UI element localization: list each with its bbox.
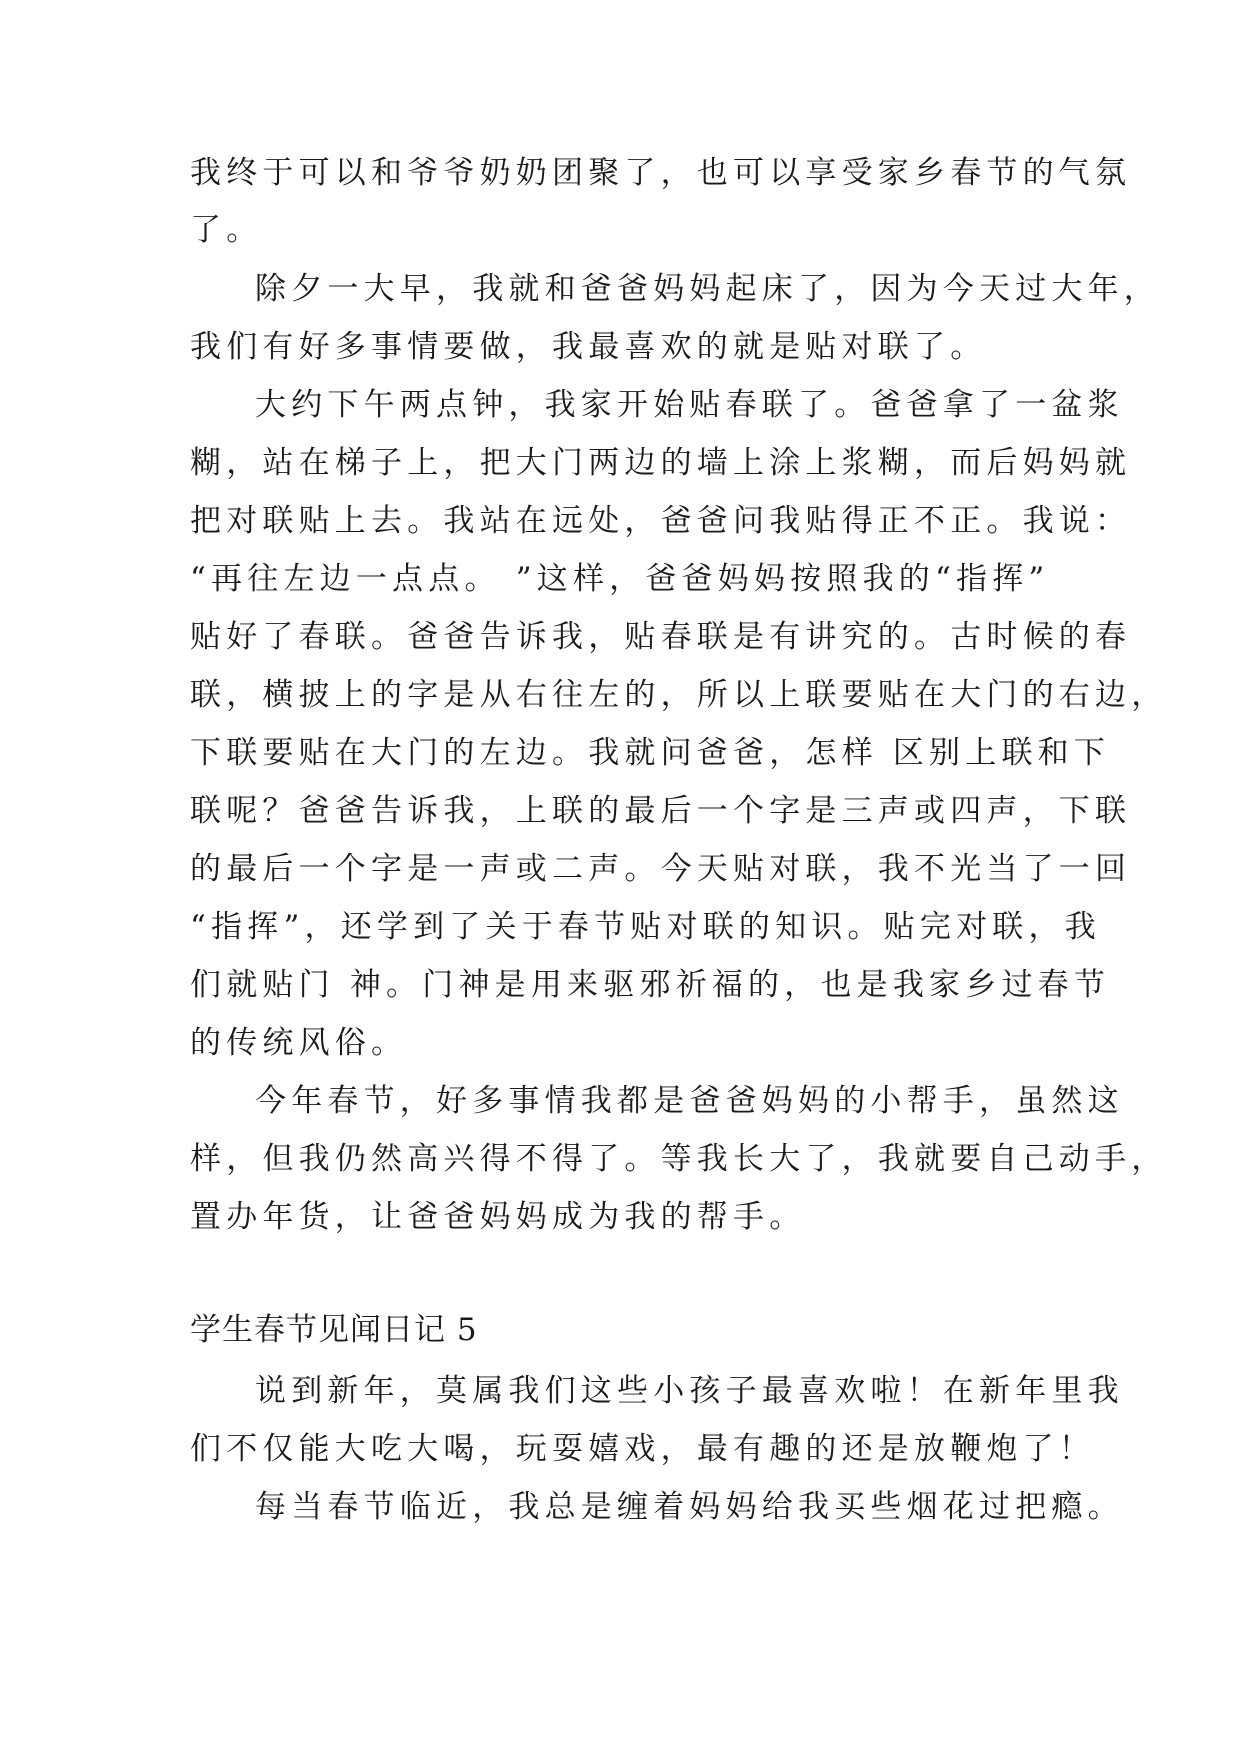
paragraph-line: 除夕一大早，我就和爸爸妈妈起床了，因为今天过大年， [255, 271, 1160, 307]
paragraph-line: 今年春节，好多事情我都是爸爸妈妈的小帮手，虽然这 [255, 1083, 1124, 1119]
paragraph-line: 置办年货，让爸爸妈妈成为我的帮手。 [190, 1199, 806, 1235]
paragraph-line: “再往左边一点点。 ”这样，爸爸妈妈按照我的“指挥” [190, 561, 1050, 597]
paragraph-line: 我终于可以和爷爷奶奶团聚了，也可以享受家乡春节的气氛 [190, 155, 1132, 191]
paragraph-line: 说到新年，莫属我们这些小孩子最喜欢啦！在新年里我 [255, 1373, 1124, 1409]
paragraph-line: 把对联贴上去。我站在远处，爸爸问我贴得正不正。我说： [190, 503, 1132, 539]
section-heading: 学生春节见闻日记 5 [190, 1312, 478, 1348]
paragraph-line: 的传统风俗。 [190, 1025, 408, 1061]
paragraph-line: 联呢？爸爸告诉我，上联的最后一个字是三声或四声，下联 [190, 793, 1132, 829]
paragraph-line: 糊，站在梯子上，把大门两边的墙上涂上浆糊，而后妈妈就 [190, 445, 1132, 481]
paragraph-line: 大约下午两点钟，我家开始贴春联了。爸爸拿了一盆浆 [255, 387, 1124, 423]
paragraph-line: 们就贴门 神。门神是用来驱邪祈福的，也是我家乡过春节 [190, 967, 1111, 1003]
paragraph-line: 贴好了春联。爸爸告诉我，贴春联是有讲究的。古时候的春 [190, 619, 1132, 655]
paragraph-line: 下联要贴在大门的左边。我就问爸爸，怎样 区别上联和下 [190, 735, 1111, 771]
paragraph-line: 的最后一个字是一声或二声。今天贴对联，我不光当了一回 [190, 851, 1132, 887]
paragraph-line: 每当春节临近，我总是缠着妈妈给我买些烟花过把瘾。 [255, 1489, 1124, 1525]
paragraph-line: 们不仅能大吃大喝，玩耍嬉戏，最有趣的还是放鞭炮了！ [190, 1431, 1095, 1467]
paragraph-line: 联，横披上的字是从右往左的，所以上联要贴在大门的右边， [190, 677, 1168, 713]
paragraph-line: 了。 [190, 212, 263, 248]
paragraph-line: “指挥”，还学到了关于春节贴对联的知识。贴完对联，我 [190, 909, 1101, 945]
paragraph-line: 样，但我仍然高兴得不得了。等我长大了，我就要自己动手， [190, 1141, 1168, 1177]
paragraph-line: 我们有好多事情要做，我最喜欢的就是贴对联了。 [190, 329, 987, 365]
